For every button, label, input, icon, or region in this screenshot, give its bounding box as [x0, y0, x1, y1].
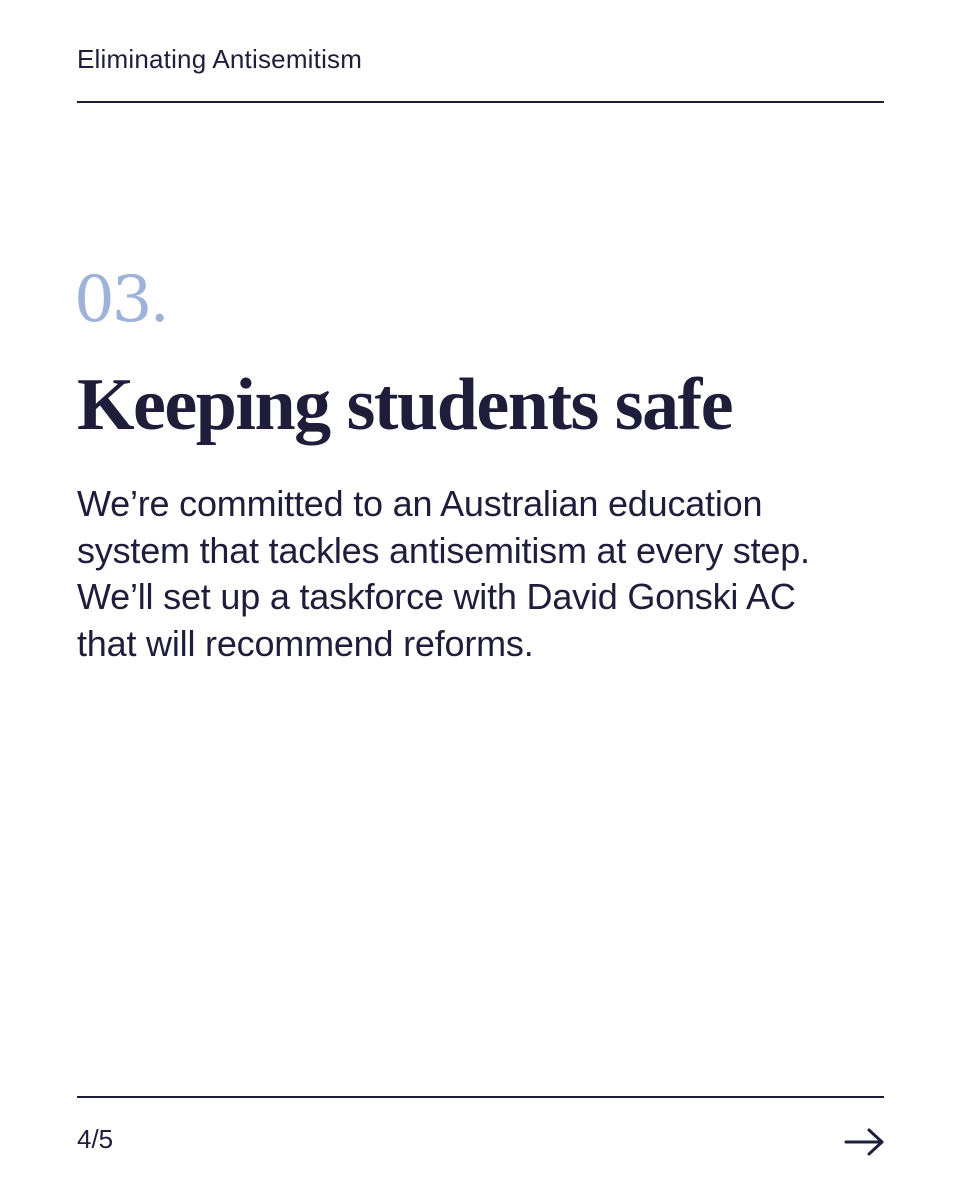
body-line: We’ll set up a taskforce with David Gonski AC — [77, 576, 796, 617]
body-line: that will recommend reforms. — [77, 622, 534, 664]
section-body — [77, 481, 887, 667]
section-number: 03. — [74, 263, 167, 337]
body-line: system that tackles antisemitism at every step. — [77, 529, 810, 571]
page-header-title: Eliminating Antisemitism — [77, 44, 363, 74]
header-divider — [77, 101, 884, 103]
arrow-right-icon[interactable] — [844, 1126, 886, 1158]
footer-divider — [77, 1096, 884, 1098]
page-indicator: 4/5 — [77, 1124, 114, 1154]
body-line: We’re committed to an Australian education — [77, 483, 763, 524]
section-heading: Keeping students safe — [77, 364, 733, 446]
